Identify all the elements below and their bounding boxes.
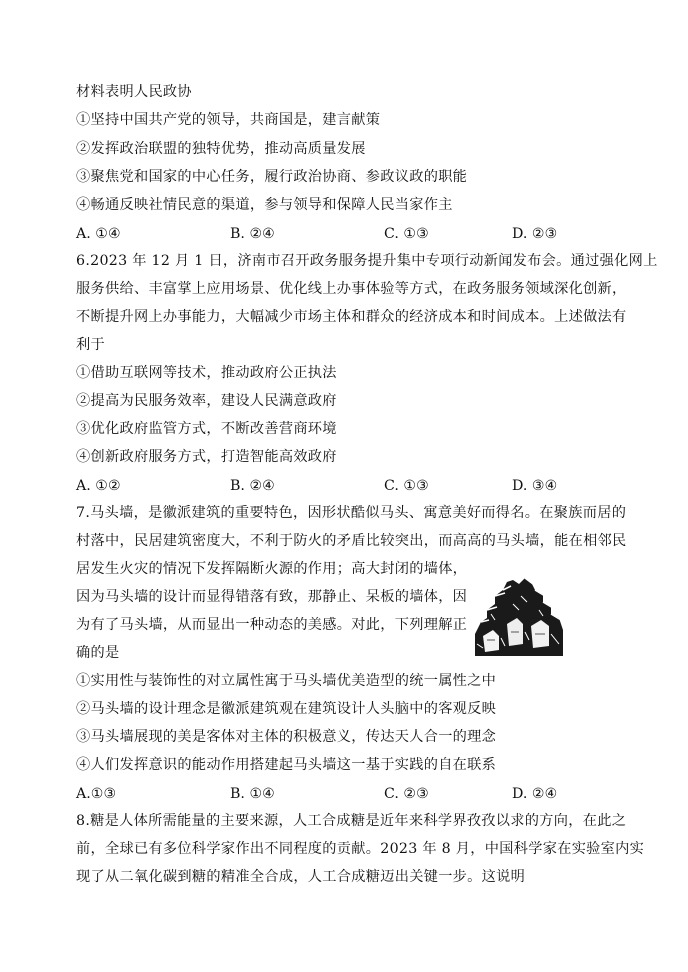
q5-stem-tail: 材料表明人民政协: [76, 84, 192, 100]
q6-option-b: B. ②④: [230, 478, 275, 494]
q8-stem-line-2: 前，全球已有多位科学家作出不同程度的贡献。2023 年 8 月，中国科学家在实验室内实: [76, 841, 645, 857]
q5-option-c: C. ①③: [384, 226, 429, 242]
q6-item-4: ④创新政府服务方式，打造智能高效政府: [76, 449, 337, 465]
q6-item-3: ③优化政府监管方式，不断改善营商环境: [76, 421, 337, 437]
q5-option-d: D. ②③: [512, 226, 558, 242]
q7-stem-line-2: 村落中，民居建筑密度大，不利于防火的矛盾比较突出，而高高的马头墙，能在相邻民: [76, 533, 627, 549]
q7-stem-line-6: 确的是: [76, 645, 120, 661]
q7-stem-line-3: 居发生火灾的情况下发挥隔断火源的作用；高大封闭的墙体，: [76, 561, 468, 577]
q6-stem-line-1: 6.2023 年 12 月 1 日，济南市召开政务服务提升集中专项行动新闻发布会。通过强化网上: [76, 253, 658, 269]
q7-option-d: D. ②④: [512, 786, 558, 802]
horse-head-wall-image: [473, 574, 565, 656]
q7-stem-line-1: 7.马头墙，是徽派建筑的重要特色，因形状酷似马头、寓意美好而得名。在聚族而居的: [76, 505, 627, 521]
q6-option-c: C. ①③: [384, 478, 429, 494]
q7-stem-line-5: 为有了马头墙，从而显出一种动态的美感。对此，下列理解正: [76, 617, 468, 633]
q8-stem-line-3: 现了从二氧化碳到糖的精准全合成，人工合成糖迈出关键一步。这说明: [76, 869, 526, 885]
q7-item-3: ③马头墙展现的美是客体对主体的积极意义，传达天人合一的理念: [76, 729, 497, 745]
q7-option-a: A.①③: [76, 786, 117, 802]
q6-item-2: ②提高为民服务效率，建设人民满意政府: [76, 393, 337, 409]
q5-item-1: ①坚持中国共产党的领导，共商国是，建言献策: [76, 112, 381, 128]
q6-stem-line-4: 利于: [76, 337, 105, 353]
q7-item-1: ①实用性与装饰性的对立属性寓于马头墙优美造型的统一属性之中: [76, 673, 497, 689]
q7-option-b: B. ①④: [230, 786, 275, 802]
q7-item-2: ②马头墙的设计理念是徽派建筑观在建筑设计人头脑中的客观反映: [76, 701, 497, 717]
q7-option-c: C. ②③: [384, 786, 429, 802]
q5-option-a: A. ①④: [76, 226, 121, 242]
q6-item-1: ①借助互联网等技术，推动政府公正执法: [76, 365, 337, 381]
q5-item-3: ③聚焦党和国家的中心任务，履行政治协商、参政议政的职能: [76, 169, 468, 185]
q6-stem-line-2: 服务供给、丰富掌上应用场景、优化线上办事体验等方式，在政务服务领域深化创新，: [76, 281, 627, 297]
q6-stem-line-3: 不断提升网上办事能力，大幅减少市场主体和群众的经济成本和时间成本。上述做法有: [76, 309, 627, 325]
q6-option-a: A. ①②: [76, 478, 121, 494]
q6-option-d: D. ③④: [512, 478, 558, 494]
q8-stem-line-1: 8.糖是人体所需能量的主要来源，人工合成糖是近年来科学界孜孜以求的方向，在此之: [76, 813, 627, 829]
q5-item-2: ②发挥政治联盟的独特优势，推动高质量发展: [76, 141, 366, 157]
q7-stem-line-4: 因为马头墙的设计而显得错落有致，那静止、呆板的墙体，因: [76, 589, 468, 605]
q5-option-b: B. ②④: [230, 226, 275, 242]
q5-item-4: ④畅通反映社情民意的渠道，参与领导和保障人民当家作主: [76, 197, 453, 213]
q7-item-4: ④人们发挥意识的能动作用搭建起马头墙这一基于实践的自在联系: [76, 757, 497, 773]
